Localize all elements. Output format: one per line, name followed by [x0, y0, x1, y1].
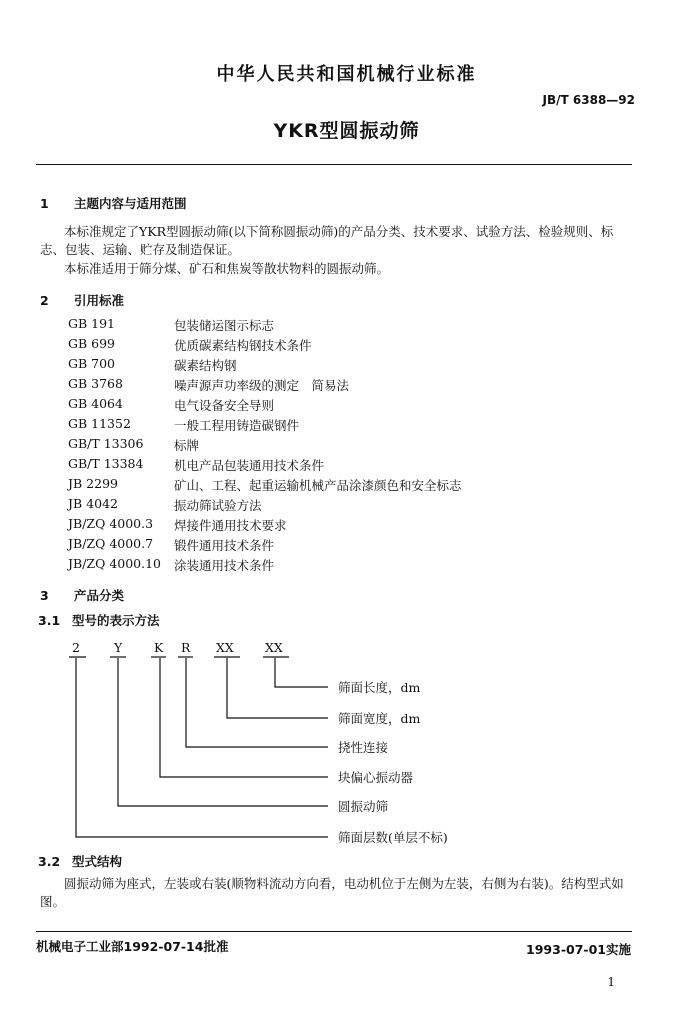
standard-title: YKR型圆振动筛: [273, 120, 420, 142]
ref-name: 噪声源声功率级的测定 简易法: [174, 378, 350, 393]
section-number: 3.1: [38, 613, 61, 628]
footer-rule: [36, 931, 632, 932]
standard-org-title: 中华人民共和国机械行业标准: [216, 64, 477, 85]
section-number: 2: [40, 293, 49, 308]
symbol-r: R: [181, 640, 191, 655]
label-length: 筛面长度，dm: [338, 680, 421, 695]
standard-code: JB/T 6388—92: [542, 93, 635, 107]
symbol-length: XX: [265, 640, 283, 655]
section-number: 3.2: [38, 854, 61, 869]
s3-2-paragraph-line-1: 圆振动筛为座式，左装或右装(顺物料流动方向看，电动机位于左侧为左装，右侧为右装)。结构型式如: [64, 876, 624, 891]
section-number: 1: [40, 196, 49, 211]
s1-paragraph-1-line-1: 本标准规定了YKR型圆振动筛(以下简称圆振动筛)的产品分类、技术要求、试验方法、检验规则、标: [64, 224, 614, 239]
ref-name: 机电产品包装通用技术条件: [174, 458, 325, 473]
section-title: 产品分类: [74, 588, 125, 603]
ref-code: GB 700: [68, 356, 116, 371]
model-designation-diagram: [0, 630, 693, 852]
ref-code: JB/ZQ 4000.7: [68, 536, 154, 551]
section-3-1-heading: [38, 611, 160, 629]
page-number: 1: [607, 975, 615, 989]
ref-code: JB 4042: [68, 496, 118, 511]
label-width: 筛面宽度，dm: [338, 711, 421, 726]
leader-line: [186, 658, 328, 747]
section-title: 型号的表示方法: [72, 613, 160, 628]
section-number: 3: [40, 588, 49, 603]
ref-name: 标牌: [174, 438, 200, 453]
s1-paragraph-2: 本标准适用于筛分煤、矿石和焦炭等散状物料的圆振动筛。: [64, 261, 390, 276]
ref-name: 焊接件通用技术要求: [174, 518, 287, 533]
effective-date: 1993-07-01实施: [526, 942, 631, 957]
ref-code: GB 3768: [68, 376, 123, 391]
ref-code: GB 4064: [68, 396, 123, 411]
ref-code: GB/T 13306: [68, 436, 144, 451]
ref-code: GB 191: [68, 316, 116, 331]
ref-name: 包装储运图示标志: [174, 318, 275, 333]
approval-date: 机械电子工业部1992-07-14批准: [36, 939, 229, 954]
ref-code: JB 2299: [68, 476, 118, 491]
label-screen-type: 圆振动筛: [338, 799, 389, 814]
section-1-heading: [40, 194, 187, 212]
symbol-k: K: [154, 640, 164, 655]
leader-line: [227, 658, 328, 718]
ref-name: 碳素结构钢: [174, 358, 237, 373]
ref-code: GB/T 13384: [68, 456, 144, 471]
symbol-layers: 2: [72, 640, 80, 655]
s1-paragraph-1-line-2: 志、包装、运输、贮存及制造保证。: [40, 242, 241, 257]
symbol-width: XX: [216, 640, 234, 655]
ref-code: GB 11352: [68, 416, 131, 431]
section-title: 引用标准: [74, 293, 125, 308]
ref-name: 矿山、工程、起重运输机械产品涂漆颜色和安全标志: [174, 478, 462, 493]
section-title: 主题内容与适用范围: [74, 196, 187, 211]
symbol-y: Y: [114, 640, 123, 655]
header-rule: [36, 164, 632, 165]
section-2-heading: [40, 291, 124, 309]
ref-code: JB/ZQ 4000.3: [68, 516, 154, 531]
ref-name: 一般工程用铸造碳钢件: [174, 418, 300, 433]
ref-code: JB/ZQ 4000.10: [68, 556, 162, 571]
ref-name: 优质碳素结构钢技术条件: [174, 338, 312, 353]
leader-line: [118, 658, 328, 806]
label-flexible-connection: 挠性连接: [338, 740, 389, 755]
label-exciter: 块偏心振动器: [338, 770, 414, 785]
ref-name: 锻件通用技术条件: [174, 538, 275, 553]
section-3-2-heading: [38, 852, 122, 870]
ref-name: 涂装通用技术条件: [174, 558, 275, 573]
section-3-heading: [40, 586, 124, 604]
ref-name: 电气设备安全导则: [174, 398, 275, 413]
ref-name: 振动筛试验方法: [174, 498, 262, 513]
s3-2-paragraph-line-2: 图。: [40, 894, 66, 909]
leader-line: [275, 658, 328, 687]
section-title: 型式结构: [72, 854, 123, 869]
ref-code: GB 699: [68, 336, 116, 351]
label-layers: 筛面层数(单层不标): [338, 830, 448, 845]
